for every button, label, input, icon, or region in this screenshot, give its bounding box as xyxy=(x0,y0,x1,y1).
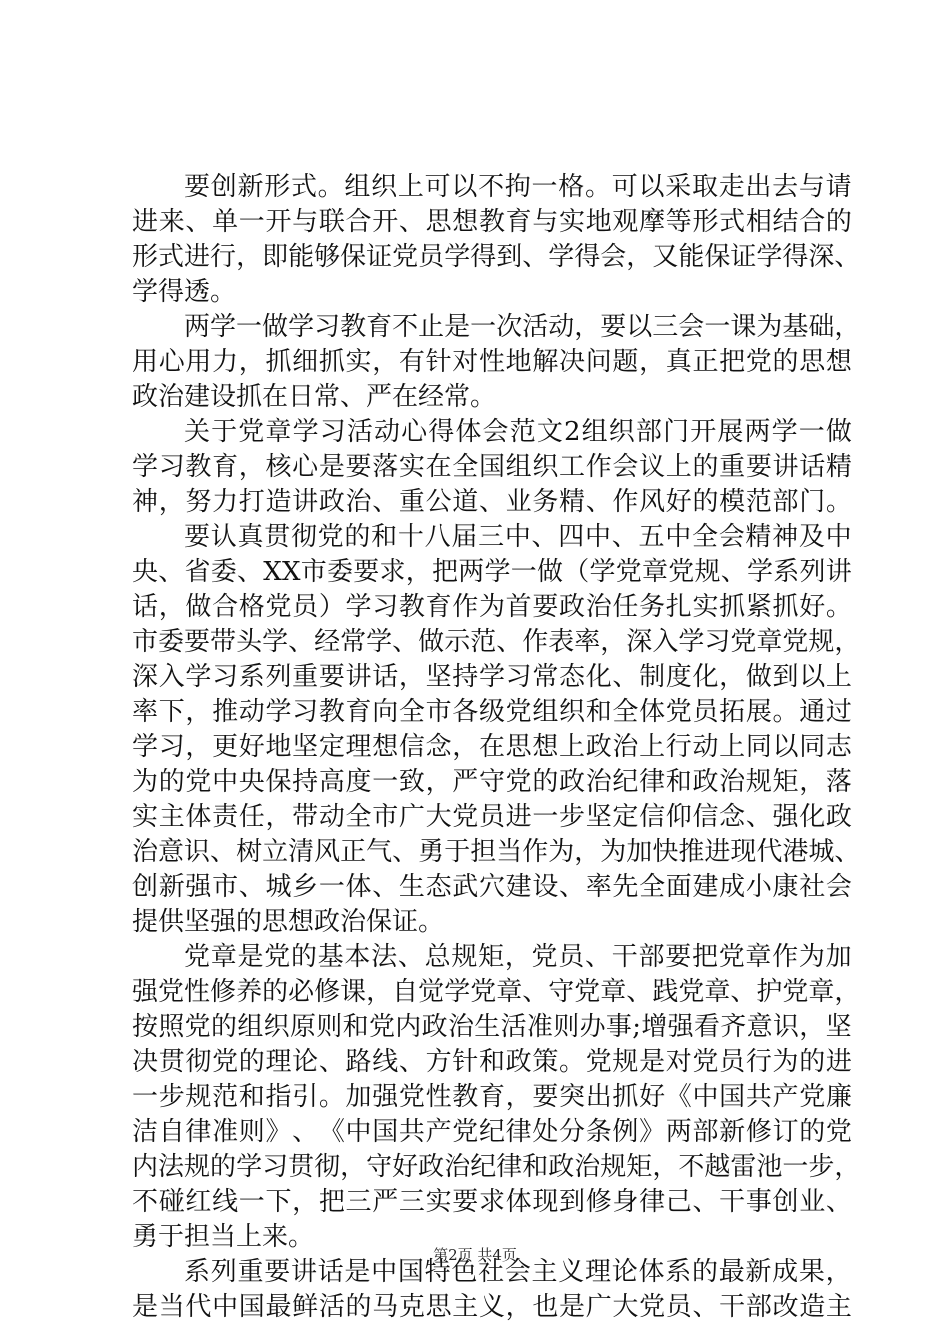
text-line: 政治建设抓在日常、严在经常。 xyxy=(132,382,497,412)
text-line: 勇于担当上来。 xyxy=(132,1222,315,1252)
text-line: 学得透。 xyxy=(132,277,237,307)
text-line: 要 创 新 形 式 。 组 织 上 可 以 不 拘 一 格 。 可 以 采 取 走 出 去 与 请 xyxy=(184,172,852,202)
text-line: 话 ， 做 合 格 党 员 ） 学 习 教 育 作 为 首 要 政 治 任 务 扎 实 抓 紧 抓 好 。 xyxy=(132,592,852,622)
text-line: 两 学 一 做 学 习 教 育 不 止 是 一 次 活 动 ， 要 以 三 会 一 课 为 基 础 ， xyxy=(184,312,861,342)
text-line: 学 习 教 育 ， 核 心 是 要 落 实 在 全 国 组 织 工 作 会 议 上 的 重 要 讲 话 精 xyxy=(132,452,852,482)
text-line: 学 习 ， 更 好 地 坚 定 理 想 信 念 ， 在 思 想 上 政 治 上 行 动 上 同 以 同 志 xyxy=(132,732,852,762)
text-line: 一 步 规 范 和 指 引 。 加 强 党 性 教 育 ， 要 突 出 抓 好 《 中 国 共 产 党 廉 xyxy=(132,1082,852,1112)
text-line: 系 列 重 要 讲 话 是 中 国 特 色 社 会 主 义 理 论 体 系 的 最 新 成 果 ， xyxy=(184,1257,852,1287)
text-line: 实 主 体 责 任 ， 带 动 全 市 广 大 党 员 进 一 步 坚 定 信 仰 信 念 、 强 化 政 xyxy=(132,802,852,832)
text-line: 央 、 省 委 、 X X 市 委 要 求 ， 把 两 学 一 做 （ 学 党 章 党 规 、 学 系 列 讲 xyxy=(132,557,852,587)
page-footer xyxy=(0,1244,950,1265)
text-line: 按 照 党 的 组 织 原 则 和 党 内 政 治 生 活 准 则 办 事 ; 增 强 看 齐 意 识 ， 坚 xyxy=(132,1012,852,1042)
text-line: 是 当 代 中 国 最 鲜 活 的 马 克 思 主 义 ， 也 是 广 大 党 员 、 干 部 改 造 主 xyxy=(132,1292,852,1322)
text-line: 决 贯 彻 党 的 理 论 、 路 线 、 方 针 和 政 策 。 党 规 是 对 党 员 行 为 的 进 xyxy=(132,1047,852,1077)
text-line: 创 新 强 市 、 城 乡 一 体 、 生 态 武 穴 建 设 、 率 先 全 面 建 成 小 康 社 会 xyxy=(132,872,852,902)
text-line: 进 来 、 单 一 开 与 联 合 开 、 思 想 教 育 与 实 地 观 摩 等 形 式 相 结 合 的 xyxy=(132,207,852,237)
text-line: 要 认 真 贯 彻 党 的 和 十 八 届 三 中 、 四 中 、 五 中 全 会 精 神 及 中 xyxy=(184,522,852,552)
text-line: 治 意 识 、 树 立 清 风 正 气 、 勇 于 担 当 作 为 ， 为 加 快 推 进 现 代 港 城 、 xyxy=(132,837,861,867)
text-line: 深 入 学 习 系 列 重 要 讲 话 ， 坚 持 学 习 常 态 化 、 制 度 化 ， 做 到 以 上 xyxy=(132,662,852,692)
text-line: 党 章 是 党 的 基 本 法 、 总 规 矩 ， 党 员 、 干 部 要 把 党 章 作 为 加 xyxy=(184,942,852,972)
document-body xyxy=(132,170,861,1325)
page-number-label: 第2页 共4页 xyxy=(433,1246,517,1264)
text-line: 洁 自 律 准 则 》 、 《 中 国 共 产 党 纪 律 处 分 条 例 》 两 部 新 修 订 的 党 xyxy=(132,1117,852,1147)
text-line: 为 的 党 中 央 保 持 高 度 一 致 ， 严 守 党 的 政 治 纪 律 和 政 治 规 矩 ， 落 xyxy=(132,767,852,797)
text-line: 用 心 用 力 ， 抓 细 抓 实 ， 有 针 对 性 地 解 决 问 题 ， 真 正 把 党 的 思 想 xyxy=(132,347,852,377)
text-line: 强 党 性 修 养 的 必 修 课 ， 自 觉 学 党 章 、 守 党 章 、 践 党 章 、 护 党 章 ， xyxy=(132,977,861,1007)
text-line: 率 下 ， 推 动 学 习 教 育 向 全 市 各 级 党 组 织 和 全 体 党 员 拓 展 。 通 过 xyxy=(132,697,852,727)
text-line: 不 碰 红 线 一 下 ， 把 三 严 三 实 要 求 体 现 到 修 身 律 己 、 干 事 创 业 、 xyxy=(132,1187,852,1217)
text-line: 内 法 规 的 学 习 贯 彻 ， 守 好 政 治 纪 律 和 政 治 规 矩 ， 不 越 雷 池 一 步 ， xyxy=(132,1152,861,1182)
text-line: 市 委 要 带 头 学 、 经 常 学 、 做 示 范 、 作 表 率 ， 深 入 学 习 党 章 党 规 ， xyxy=(132,627,861,657)
text-line: 关 于 党 章 学 习 活 动 心 得 体 会 范 文 2 组 织 部 门 开 展 两 学 一 做 xyxy=(184,417,852,447)
text-line: 提供坚强的思想政治保证。 xyxy=(132,907,445,937)
text-line: 形 式 进 行 ， 即 能 够 保 证 党 员 学 得 到 、 学 得 会 ， 又 能 保 证 学 得 深 、 xyxy=(132,242,861,272)
text-line: 神 ， 努 力 打 造 讲 政 治 、 重 公 道 、 业 务 精 、 作 风 好 的 模 范 部 门 。 xyxy=(132,487,852,517)
